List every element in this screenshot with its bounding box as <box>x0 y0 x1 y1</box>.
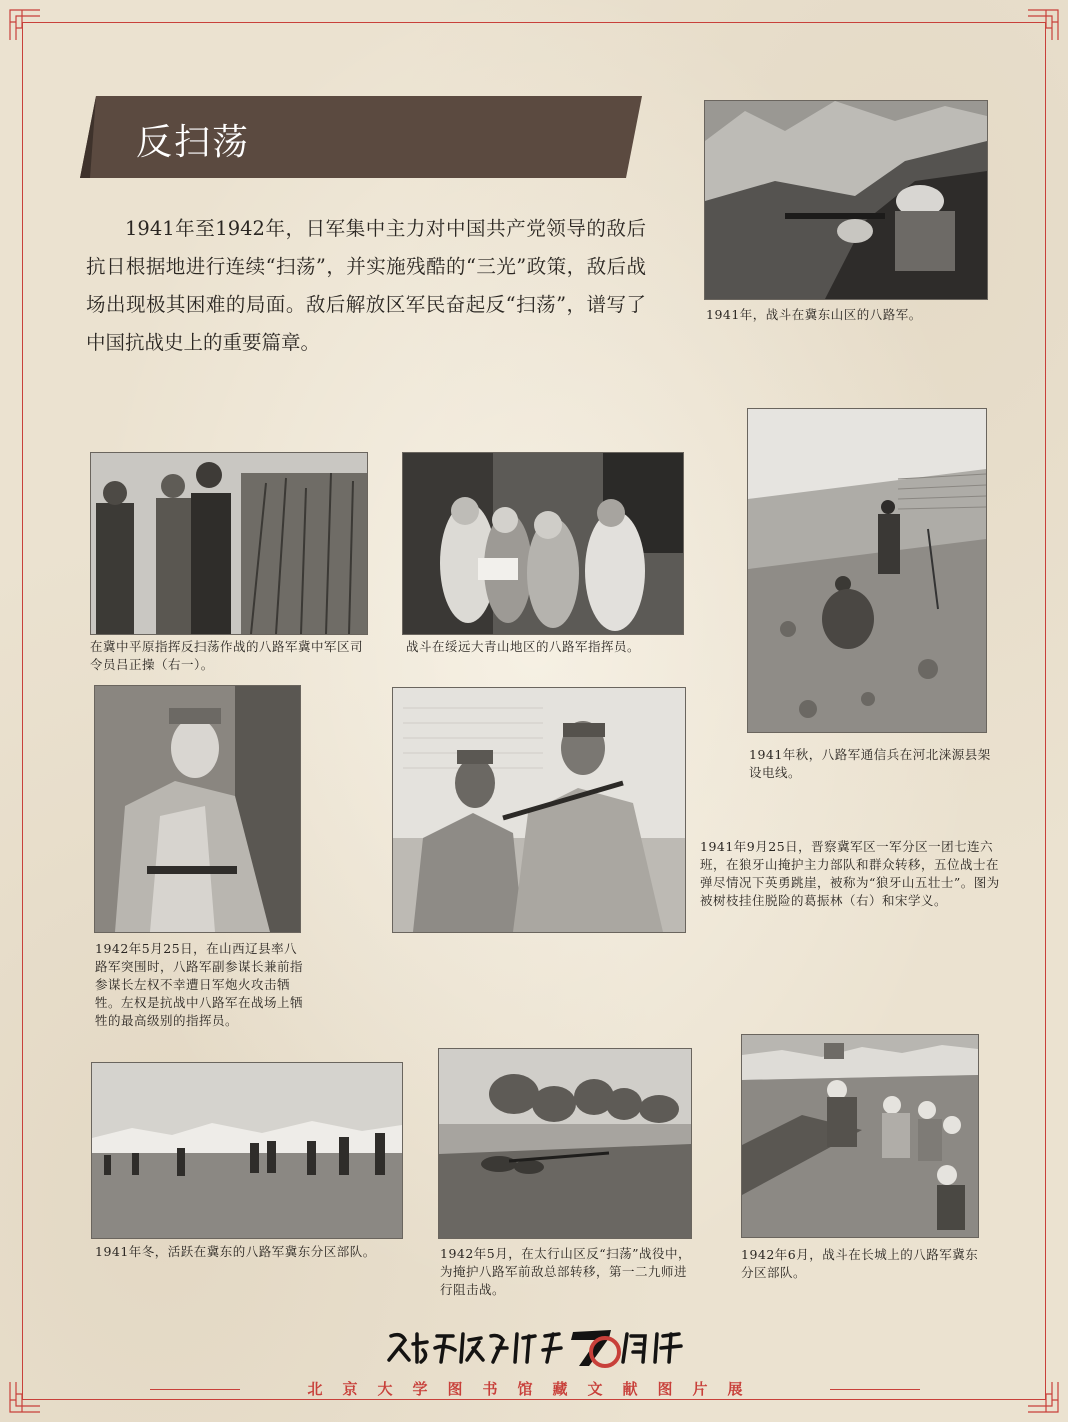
photo-signal-soldiers <box>747 408 987 733</box>
exhibition-footer <box>150 1378 920 1402</box>
caption-photo-4: 1941年秋，八路军通信兵在河北涞源县架设电线。 <box>749 747 991 780</box>
intro-paragraph: 1941年至1942年，日军集中主力对中国共产党领导的敌后抗日根据地进行连续“扫荡”，并实施残酷的“三光”政策，敌后战场出现极其困难的局面。敌后解放区军民奋起反“扫荡”，谱写了中国抗战史上的重要篇章。 <box>86 217 646 354</box>
corner-ornament-icon <box>8 8 42 42</box>
photo-langya-survivors <box>392 687 686 933</box>
photo-troops-march <box>91 1062 403 1239</box>
photo-commanders-group <box>402 452 684 635</box>
caption-photo-7: 1941年冬，活跃在冀东的八路军冀东分区部队。 <box>95 1244 376 1259</box>
caption-photo-5: 1942年5月25日，在山西辽县率八路军突围时，八路军副参谋长兼前指参谋长左权不幸遭日军炮火攻击牺牲。左权是抗战中八路军在战场上牺牲的最高级别的指挥员。 <box>95 941 304 1028</box>
caption-photo-6: 1941年9月25日，晋察冀军区一军分区一团七连六班，在狼牙山掩护主力部队和群众转移，五位战士在弹尽情况下英勇跳崖，被称为“狼牙山五壮士”。图为被树枝挂住脱险的葛振林（右）和宋学义。 <box>700 839 1000 908</box>
page-title: 反扫荡 <box>136 122 251 163</box>
photo-taihang-battle <box>438 1048 692 1239</box>
caption-photo-9: 1942年6月，战斗在长城上的八路军冀东分区部队。 <box>741 1247 979 1280</box>
section-title-banner <box>80 96 642 178</box>
caption-photo-8: 1942年5月，在太行山区反“扫荡”战役中，为掩护八路军前敌总部转移，第一二九师进行阻击战。 <box>440 1246 692 1297</box>
corner-ornament-icon <box>1026 8 1060 42</box>
corner-ornament-icon <box>8 1380 42 1414</box>
footer-divider-right <box>830 1389 920 1390</box>
exhibition-title: 北京大学图书馆藏文献图片展 <box>307 1380 763 1398</box>
photo-zuo-quan-portrait <box>94 685 301 933</box>
corner-ornament-icon <box>1026 1380 1060 1414</box>
photo-mountain-fighters <box>704 100 988 300</box>
caption-photo-2: 在冀中平原指挥反扫荡作战的八路军冀中军区司令员吕正操（右一）。 <box>90 639 364 672</box>
border-left <box>22 22 23 1400</box>
caption-photo-1: 1941年，战斗在冀东山区的八路军。 <box>706 307 922 322</box>
border-top <box>22 22 1046 23</box>
border-right <box>1045 22 1046 1400</box>
photo-great-wall-soldiers <box>741 1034 979 1238</box>
footer-divider-left <box>150 1389 240 1390</box>
commemoration-logo <box>383 1326 703 1370</box>
caption-photo-3: 战斗在绥远大青山地区的八路军指挥员。 <box>406 639 641 654</box>
photo-commander-binoculars <box>90 452 368 635</box>
